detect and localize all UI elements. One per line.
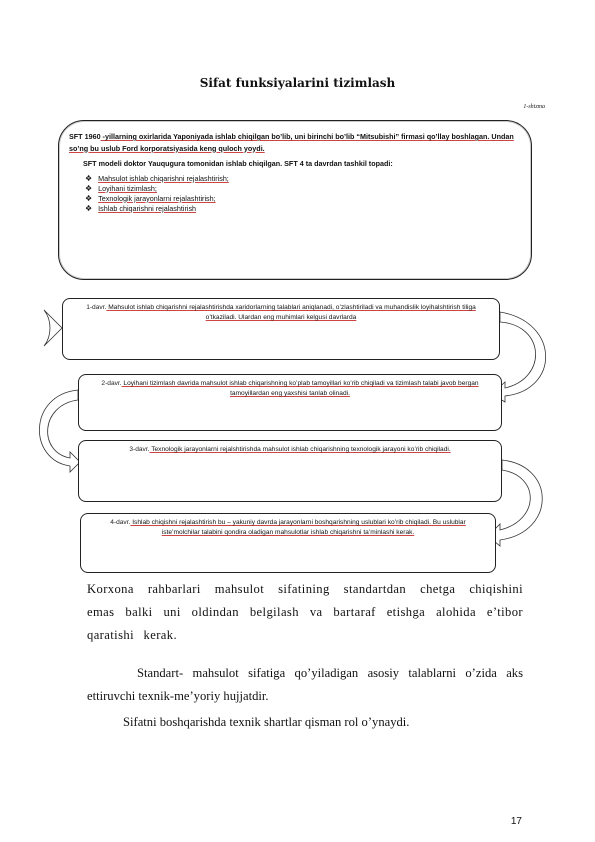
arrow-right-icon — [44, 310, 62, 346]
stage-2-box — [78, 374, 502, 431]
list-item: ❖ Texnologik jarayonlarni rejalashtirish; — [85, 193, 216, 203]
stage-4-box — [80, 513, 496, 573]
stage-label: 4-davr. — [110, 519, 131, 526]
paragraph-technical: Sifatni boshqarishda texnik shartlar qisman rol o’ynaydi. — [123, 715, 410, 729]
list-item: ❖ Mahsulot ishlab chiqarishni rejalashtirish; — [85, 173, 229, 183]
stage-label: 3-davr. — [129, 446, 150, 453]
stage-text: Loyihani tizimlash davrida mahsulot ishlab chiqarishning ko’plab tamoyillari ko’rib chiqiladi va tizimlash talabi javob bergan tamoyillardan eng yaxshisi tanlab olinadi. — [121, 380, 479, 397]
diamond-bullet-icon: ❖ — [85, 173, 93, 183]
diamond-bullet-icon: ❖ — [85, 203, 93, 213]
stage-text: Mahsulot ishlab chiqarishni rejalashtirishda xaridorlarning talablari aniqlanadi, o’zlashtiriladi va muhandislik loyihalshtirish tiliga o’tkaziladi. Ulardan eng muhimlari kelgusi davrlarda — [106, 304, 476, 321]
stage-text: Texnologik jarayonlarni rejalshtirishda mahsulot ishlab chiqarishning texnologik jarayoni ko’rib chiqiladi. — [149, 446, 451, 453]
sft-history-rest: -yillarning oxirlarida Yaponiyada ishlab chiqilgan bo’lib, uni birinchi bo’lib “Mitsubishi” firmasi qo’llay boshlagan. Undan so’ng bu uslub Ford korporatsiyasida keng quloch yoydi. — [69, 132, 514, 153]
paragraph-management: Korxona rahbarlari mahsulot sifatining standartdan chetga chiqishini emas balki uni oldindan belgilash va bartaraf etishga alohida e’tibor qaratishi kerak. — [87, 582, 523, 642]
schema-label: 1-shizma — [523, 104, 545, 110]
page-title: Sifat funksiyalarini tizimlash — [199, 76, 396, 90]
page-number: 17 — [510, 816, 522, 827]
stage-label: 2-davr. — [101, 380, 122, 387]
stage-3-box — [78, 440, 502, 502]
stage-1-box — [62, 298, 500, 360]
stage-label: 1-davr. — [86, 304, 107, 311]
diamond-bullet-icon: ❖ — [85, 193, 93, 203]
sft-year: SFT 1960 — [69, 132, 101, 141]
diamond-bullet-icon: ❖ — [85, 183, 93, 193]
list-item: ❖ Loyihani tizimlash; — [85, 183, 157, 193]
list-item: ❖ Ishlab chiqarishni rejalashtirish — [85, 203, 197, 213]
stage-text: Ishlab chiqishni rejalashtirish bu – yakuniy davrda jarayonlarni boshqarishning uslublari ko’rib chiqiladi. Bu uslublar iste’molchilar talabini qondira oladigan mahsulotlar ishlab chiqarishni ta’minlashi kerak. — [130, 519, 466, 536]
paragraph-standard: Standart- mahsulot sifatiga qo’yiladigan asosiy talablarni o’zida aks ettiruvchi texnik-me’yoriy hujjatdir. — [87, 666, 523, 703]
sft-model-line: SFT modeli doktor Yauqugura tomonidan ishlab chiqilgan. SFT 4 ta davrdan tashkil topadi: — [83, 159, 393, 168]
curved-arrow-icon — [39, 390, 80, 472]
